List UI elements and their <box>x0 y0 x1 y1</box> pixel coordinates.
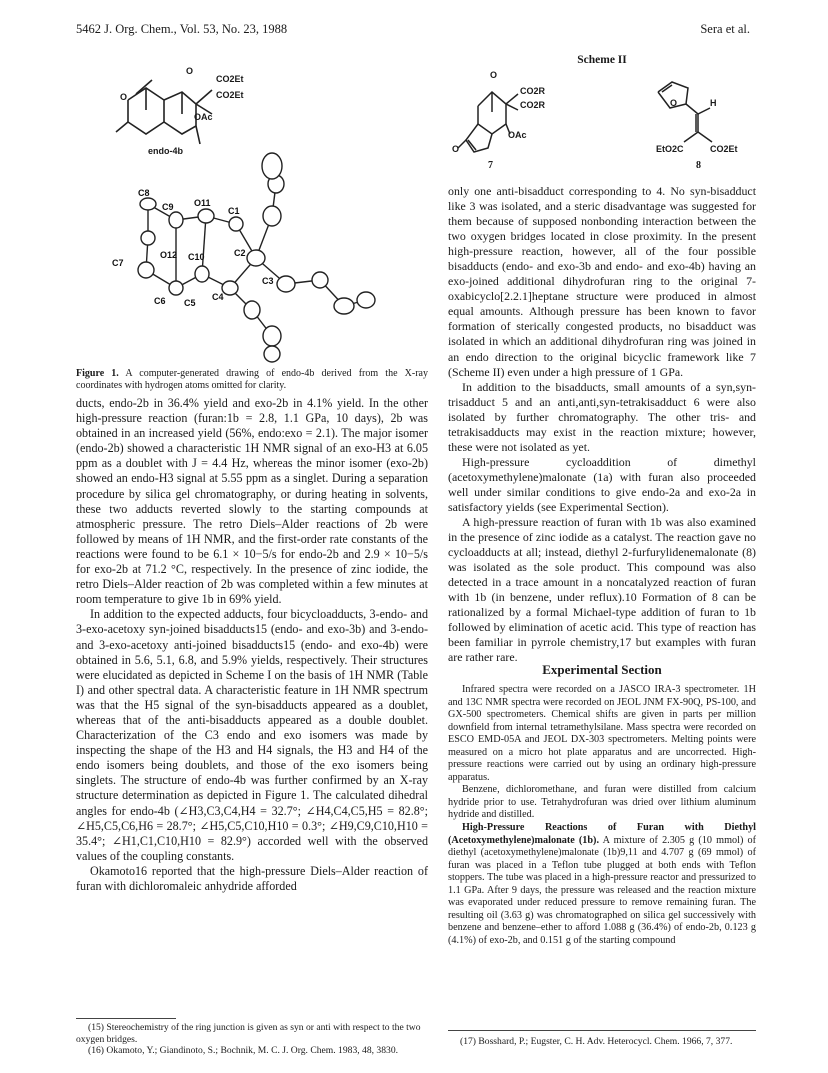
footnote-17: (17) Bosshard, P.; Eugster, C. H. Adv. Heterocycl. Chem. 1966, 7, 377. <box>460 1036 733 1047</box>
svg-text:O12: O12 <box>160 250 178 260</box>
figure-1-drawing <box>76 48 428 368</box>
paragraph-right-3: High-pressure cycloaddition of dimethyl (acetoxymethylene)malonate (1a) with furan also proceeded well under similar conditions to give endo-2a and exo-2a in satisfactory yields (see Experimental Section). <box>448 454 756 514</box>
footnote-16: (16) Okamoto, Y.; Giandinoto, S.; Bochnik, M. C. J. Org. Chem. 1983, 48, 3830. <box>88 1045 399 1057</box>
figure-1-caption <box>76 368 428 393</box>
right-column-text <box>448 184 756 666</box>
experimental-section-text <box>448 684 756 947</box>
svg-text:C3: C3 <box>262 276 274 286</box>
experimental-paragraph-2: Benzene, dichloromethane, and furan were distilled from calcium hydride prior to use. Tetrahydrofuran was dried over lithium aluminum hydride and distilled. <box>448 784 756 821</box>
experimental-paragraph-3 <box>448 822 756 947</box>
struct-label-oac: OAc <box>194 112 213 122</box>
svg-text:C2: C2 <box>234 248 246 258</box>
scheme-7-label-co2r-2: CO2R <box>520 100 546 110</box>
svg-text:C5: C5 <box>184 298 196 308</box>
svg-text:C10: C10 <box>188 252 205 262</box>
struct-label-co2et-2: CO2Et <box>216 90 244 100</box>
paragraph-right-1: only one anti-bisadduct corresponding to 4. No syn-bisadduct like 3 was isolated, and a steric disadvantage was suggested for them because of supposed nonbonding interaction between the two oxygen bridges located in close proximity. In the present high-pressure reaction, however, all of the four possible bisadducts (endo- and exo-3b and endo- and exo-4b) having an exo-joined additional dihydrofuran ring to the original 7-oxabicyclo[2.2.1]heptane structure were produced in almost equal amounts. Although pressure has been known to favor formation of sterically congested products, no bisadduct was isolated in which an additional dihydrofuran ring was joined in an endo direction to the original bicyclic framework like 7 (Scheme II) even under a high pressure of 1 GPa. <box>448 184 756 379</box>
struct-label-o-1: O <box>186 66 194 76</box>
compound-label-endo-4b: endo-4b <box>148 146 183 156</box>
running-header-left: 5462 J. Org. Chem., Vol. 53, No. 23, 1988 <box>76 22 288 36</box>
svg-text:C1: C1 <box>228 206 240 216</box>
experimental-paragraph-1: Infrared spectra were recorded on a JASCO IRA-3 spectrometer. 1H and 13C NMR spectra were recorded on JEOL JNM FX-90Q, PS-100, and GX-500 spectrometers. Chemical shifts are given in parts per million downfield from internal tetramethylsilane. Mass spectra were recorded on ESCO EMD-05A and JEOL DX-303 spectrometers. Melting points were measured on a micro hot plate apparatus and are uncorrected. High-pressure reactions were carried out by using an ordinary high-pressure apparatus. <box>448 684 756 783</box>
scheme-7-label-o-2: O <box>452 144 460 154</box>
paragraph-left-1: ducts, endo-2b in 36.4% yield and exo-2b in 4.1% yield. In the other high-pressure reaction (furan:1b = 2.8, 1.1 GPa, 10 days), 2b was obtained in an increased yield (56%, endo:exo = 2.1). The major isomer (endo-2b) showed a characteristic 1H NMR signal of an exo-H3 at 6.05 ppm as a doublet with J = 4.4 Hz, whereas the minor isomer (exo-2b) showed an endo-H3 signal at 5.55 ppm as a singlet. During a separation procedure by silica gel chromatography, or during heating in solvents, these two adducts reverted slowly to the starting compounds at atmospheric pressure. The retro Diels–Alder reactions of 2b were followed by means of 1H NMR, and the first-order rate constants of the reactions were found to be 6.1 × 10−5/s for endo-2b and 2.9 × 10−5/s for exo-2b at 71.2 °C, respectively. In the presence of zinc iodide, the retro Diels–Alder reaction of 2b was completed within a few minutes at room temperature to give 1b in 69% yield. <box>76 396 428 607</box>
struct-label-co2et-1: CO2Et <box>216 74 244 84</box>
scheme-8-label-h: H <box>710 98 717 108</box>
right-footnotes <box>448 1036 756 1048</box>
figure-1-caption-label: Figure 1. <box>76 368 119 379</box>
scheme-8-label-co2et: CO2Et <box>710 144 738 154</box>
paragraph-left-2: In addition to the expected adducts, four bicycloadducts, 3-endo- and 3-exo-acetoxy syn-joined bisadducts15 (endo- and exo-3b) and 3-endo- and 3-exo-acetoxy anti-joined bisadducts15 (endo- and exo-4b) were obtained in 5.6, 5.1, 6.8, and 5.9% yields, respectively. Their structures were elucidated as depicted in Scheme I on the basis of 1H NMR (Table I) and other spectral data. A characteristic feature in 1H NMR spectrum was that the H5 signal of the syn-bisadducts appeared as a doublet, whereas that of the anti-bisadducts appeared as a double doublet. Characterization of the C3 endo and exo isomers was made by inspecting the shape of the H3 and H4 signals, the H3 and H4 of the endo isomers being doublets, and those of the exo isomers being singlets. The structure of endo-4b was further confirmed by an X-ray structure determination as depicted in Figure 1. The calculated dihedral angles for endo-4b (∠H3,C3,C4,H4 = 32.7°; ∠H4,C4,C5,H5 = 82.8°; ∠H5,C5,C6,H6 = 28.7°; ∠H5,C5,C10,H10 = 0.3°; ∠H9,C9,C10,H10 = 35.4°; ∠H1,C1,C10,H10 = 82.9°) accorded well with the observed values of the coupling constants. <box>76 607 428 863</box>
svg-text:C6: C6 <box>154 296 166 306</box>
left-column-text <box>76 396 428 894</box>
scheme-7-label-co2r-1: CO2R <box>520 86 546 96</box>
compound-7-number: 7 <box>488 160 493 171</box>
experimental-bold-lead: High-Pressure Reactions of Furan with Diethyl (Acetoxymethylene)malonate (1b). <box>448 822 756 846</box>
scheme-2-drawing <box>448 68 756 172</box>
experimental-section-heading: Experimental Section <box>542 662 662 677</box>
footnote-rule-right <box>448 1030 756 1031</box>
svg-text:C7: C7 <box>112 258 124 268</box>
struct-label-o-2: O <box>120 92 128 102</box>
scheme-8-label-eto2c: EtO2C <box>656 144 684 154</box>
svg-text:O11: O11 <box>194 198 211 208</box>
compound-8-number: 8 <box>696 160 701 171</box>
scheme-8-label-o: O <box>670 98 678 108</box>
scheme-2-title: Scheme II <box>577 54 627 66</box>
paragraph-right-2: In addition to the bisadducts, small amounts of a syn,syn-trisadduct 5 and an anti,anti,syn-tetrakisadduct 6 were also isolated by further chromatography. The other tris- and tetrakisadducts may exist in the reaction mixture; however, these were not isolated as yet. <box>448 379 756 454</box>
running-header-right: Sera et al. <box>700 22 750 36</box>
scheme-7-label-o: O <box>490 70 498 80</box>
svg-text:C9: C9 <box>162 202 174 212</box>
paragraph-left-3: Okamoto16 reported that the high-pressure Diels–Alder reaction of furan with dichloromaleic anhydride afforded <box>76 863 428 893</box>
svg-text:C8: C8 <box>138 188 150 198</box>
figure-1 <box>76 48 428 368</box>
experimental-paragraph-3-text: A mixture of 2.305 g (10 mmol) of diethyl (acetoxymethylene)malonate (1b)9,11 and 4.707 g (69 mmol) of furan was placed in a Teflon tube plugged at both ends with Teflon stoppers. The tube was placed in a high-pressure reactor and pressurized to 1.1 GPa. After 9 days, the pressure was released and the reaction mixture was evaporated under reduced pressure to remove remaining furan. The resulting oil (3.63 g) was chromatographed on silica gel successively with benzene and benzene–ether to afford 1.088 g (36.4%) of endo-2b, 0.123 g (4.1%) of exo-2b, and 0.151 g of the starting compound <box>448 834 756 946</box>
footnote-rule-left <box>76 1018 176 1019</box>
footnote-15: (15) Stereochemistry of the ring junction is given as syn or anti with respect to the two oxygen bridges. <box>76 1022 421 1045</box>
left-footnotes <box>76 1022 428 1057</box>
figure-1-caption-text: A computer-generated drawing of endo-4b derived from the X-ray coordinates with hydrogen atoms omitted for clarity. <box>76 368 428 392</box>
paragraph-right-4: A high-pressure reaction of furan with 1b was also examined in the presence of zinc iodide as a catalyst. The reaction gave no cycloadducts at all; instead, diethyl 2-furfurylidenemalonate (8) was isolated as the sole product. This compound was also detected in a trace amount in a noncatalyzed reaction of furan with 1b (in benzene, under reflux).10 Formation of 8 can be rationalized by a formal Michael-type addition of furan to 1b followed by elimination of acetic acid. This type of reaction has been familiar in pyrrole chemistry,17 but examples with furan are rather rare. <box>448 515 756 665</box>
scheme-7-label-oac: OAc <box>508 130 527 140</box>
scheme-2 <box>448 54 756 172</box>
svg-text:C4: C4 <box>212 292 224 302</box>
